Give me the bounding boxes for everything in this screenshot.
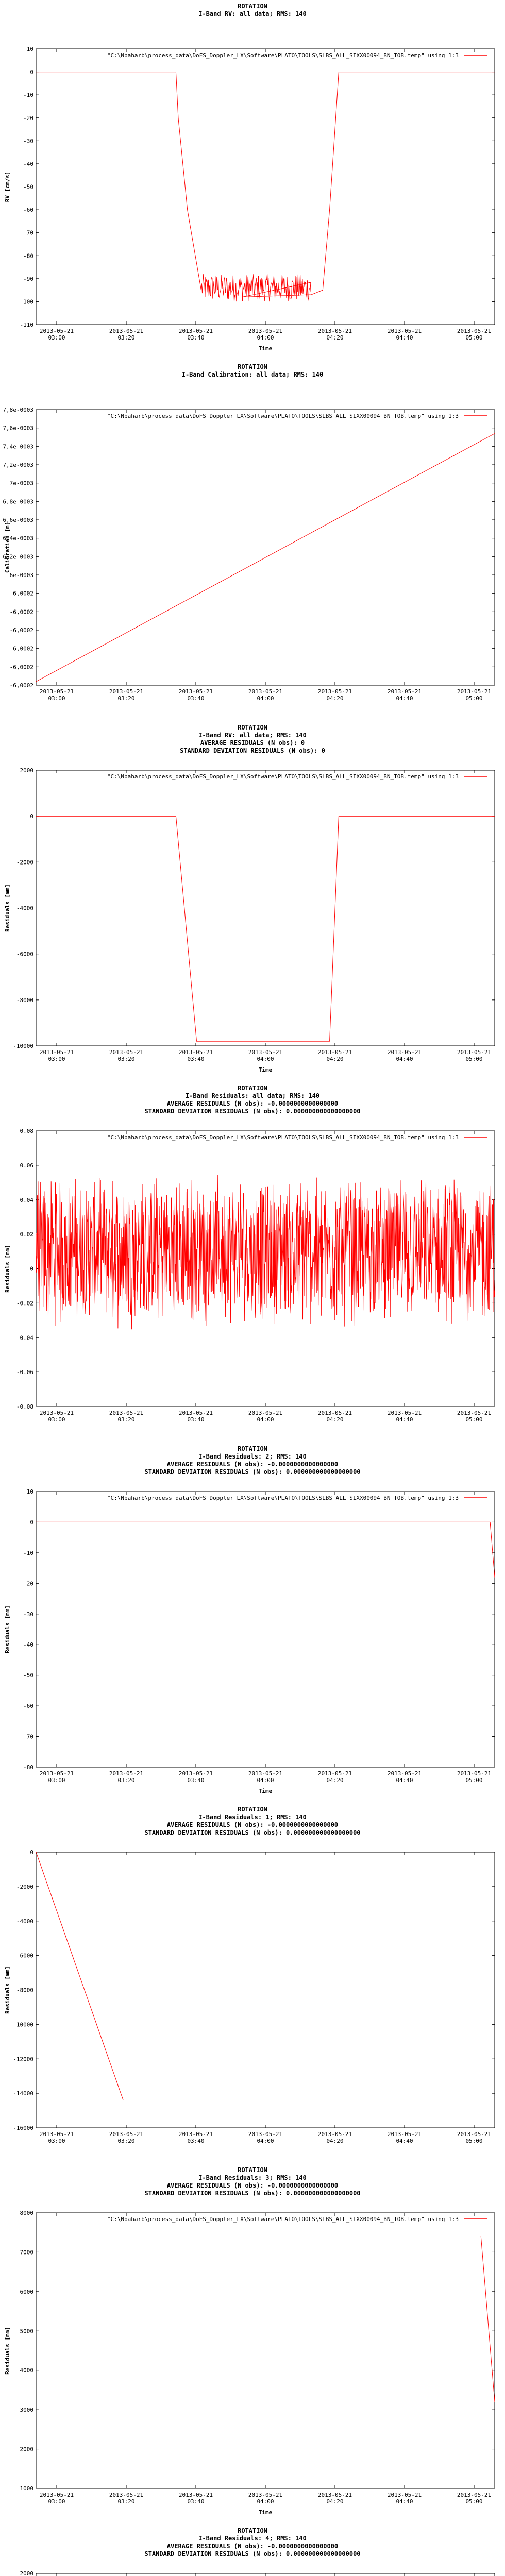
chart-panel-4 (0, 1082, 505, 1443)
x-tick-label: 03:00 (48, 1416, 65, 1423)
y-tick-label: -6000 (16, 1952, 33, 1959)
y-tick-label: -110 (20, 321, 33, 328)
x-axis-label: Time (258, 345, 273, 352)
x-tick-label: 2013-05-21 (109, 1770, 144, 1777)
plot-frame (36, 770, 495, 1046)
x-tick-label: 2013-05-21 (39, 688, 74, 695)
x-tick-label: 04:40 (396, 1416, 413, 1423)
y-tick-label: -80 (23, 252, 33, 260)
x-tick-label: 04:20 (326, 1416, 344, 1423)
y-tick-label: -6,0002 (9, 645, 33, 652)
x-tick-label: 2013-05-21 (39, 328, 74, 334)
chart-svg (0, 2164, 505, 2524)
y-tick-label: -6000 (16, 951, 33, 958)
x-tick-label: 03:00 (48, 695, 65, 702)
chart-panel-2 (0, 361, 505, 721)
x-tick-label: 2013-05-21 (248, 2492, 283, 2498)
x-tick-label: 04:20 (326, 1777, 344, 1784)
x-tick-label: 04:40 (396, 695, 413, 702)
chart-panel-6 (0, 1803, 505, 2164)
y-tick-label: -10 (23, 92, 33, 99)
x-tick-label: 04:20 (326, 2138, 344, 2144)
chart-title-line: STANDARD DEVIATION RESIDUALS (N obs): 0.000000000000000000 (144, 2190, 361, 2197)
y-tick-label: -16000 (13, 2125, 33, 2131)
y-tick-label: -20 (23, 1580, 33, 1587)
chart-title-line: ROTATION (238, 3, 267, 10)
chart-title-line: I-Band RV: all data; RMS: 140 (198, 10, 307, 18)
chart-title-line: ROTATION (238, 2527, 267, 2534)
x-tick-label: 2013-05-21 (457, 328, 492, 334)
y-tick-label: -2000 (16, 1883, 33, 1890)
y-tick-label: -10000 (13, 2021, 33, 2028)
y-tick-label: -8000 (16, 1987, 33, 1994)
y-tick-label: 4000 (20, 2367, 33, 2374)
x-tick-label: 03:40 (187, 2498, 205, 2505)
x-tick-label: 03:00 (48, 2138, 65, 2144)
x-tick-label: 2013-05-21 (457, 2492, 492, 2498)
chart-title-line: AVERAGE RESIDUALS (N obs): -0.0000000000000000 (166, 1100, 339, 1107)
x-tick-label: 04:20 (326, 695, 344, 702)
x-tick-label: 03:40 (187, 1416, 205, 1423)
y-tick-label: 6000 (20, 2288, 33, 2295)
chart-title-line: STANDARD DEVIATION RESIDUALS (N obs): 0 (180, 747, 325, 754)
chart-svg (0, 2524, 505, 2576)
x-tick-label: 04:00 (257, 2498, 274, 2505)
x-tick-label: 2013-05-21 (387, 2492, 422, 2498)
x-tick-label: 05:00 (465, 334, 483, 341)
x-tick-label: 03:20 (117, 2498, 135, 2505)
y-tick-label: -60 (23, 207, 33, 214)
series-line (36, 1175, 495, 1329)
x-tick-label: 2013-05-21 (457, 688, 492, 695)
y-tick-label: -70 (23, 1733, 33, 1740)
x-tick-label: 2013-05-21 (457, 1410, 492, 1416)
y-tick-label: -60 (23, 1703, 33, 1710)
x-tick-label: 03:40 (187, 1777, 205, 1784)
y-tick-label: 7,6e-0003 (3, 425, 33, 432)
chart-title-line: I-Band Residuals: 2; RMS: 140 (198, 1453, 307, 1460)
y-tick-label: 10 (26, 46, 33, 53)
x-tick-label: 04:20 (326, 1056, 344, 1062)
plot-frame (36, 1492, 495, 1767)
x-tick-label: 03:40 (187, 695, 205, 702)
chart-title-line: ROTATION (238, 1445, 267, 1452)
y-axis-label: RV [cm/s] (4, 171, 11, 202)
x-tick-label: 04:00 (257, 1777, 274, 1784)
y-tick-label: 7e-0003 (9, 480, 33, 487)
y-tick-label: -0.02 (16, 1300, 33, 1307)
chart-title-line: I-Band RV: all data; RMS: 140 (198, 732, 307, 739)
y-tick-label: -70 (23, 229, 33, 236)
series-line (481, 2236, 495, 2402)
x-tick-label: 2013-05-21 (457, 1049, 492, 1056)
x-tick-label: 2013-05-21 (457, 1770, 492, 1777)
series-line (36, 816, 495, 1041)
x-tick-label: 05:00 (465, 1777, 483, 1784)
y-tick-label: -0.04 (16, 1334, 33, 1342)
y-tick-label: 10 (26, 1488, 33, 1495)
chart-title-line: I-Band Calibration: all data; RMS: 140 (181, 371, 324, 378)
chart-panel-5 (0, 1443, 505, 1803)
x-tick-label: 2013-05-21 (248, 2131, 283, 2138)
x-tick-label: 2013-05-21 (387, 1049, 422, 1056)
x-tick-label: 04:40 (396, 2138, 413, 2144)
x-tick-label: 2013-05-21 (178, 1049, 213, 1056)
y-tick-label: -40 (23, 160, 33, 167)
legend-label: "C:\Nbaharb\process_data\DoFS_Doppler_LX\Software\PLATO\TOOLS\SLBS_ALL_SIXX00094_BN_TOB.temp" using 1:3 (107, 1134, 459, 1141)
chart-panel-3 (0, 721, 505, 1082)
x-tick-label: 03:40 (187, 1056, 205, 1062)
chart-title-line: I-Band Residuals: 4; RMS: 140 (198, 2535, 307, 2542)
x-tick-label: 2013-05-21 (317, 2492, 352, 2498)
y-tick-label: 2000 (20, 2446, 33, 2453)
x-tick-label: 2013-05-21 (178, 2131, 213, 2138)
x-tick-label: 05:00 (465, 2498, 483, 2505)
x-tick-label: 2013-05-21 (178, 1410, 213, 1416)
plot-frame (36, 410, 495, 685)
y-tick-label: -6,0002 (9, 590, 33, 597)
chart-title-line: STANDARD DEVIATION RESIDUALS (N obs): 0.000000000000000000 (144, 1829, 361, 1836)
y-tick-label: -8000 (16, 996, 33, 1004)
y-tick-label: 2000 (20, 2570, 33, 2576)
x-tick-label: 2013-05-21 (387, 2131, 422, 2138)
x-tick-label: 03:20 (117, 1056, 135, 1062)
chart-title-line: STANDARD DEVIATION RESIDUALS (N obs): 0.000000000000000000 (144, 1108, 361, 1115)
legend-label: "C:\Nbaharb\process_data\DoFS_Doppler_LX\Software\PLATO\TOOLS\SLBS_ALL_SIXX00094_BN_TOB.temp" using 1:3 (107, 413, 459, 419)
x-tick-label: 2013-05-21 (248, 688, 283, 695)
y-tick-label: -10 (23, 1549, 33, 1556)
x-tick-label: 04:40 (396, 2498, 413, 2505)
y-tick-label: 7,4e-0003 (3, 443, 33, 450)
chart-title-line: I-Band Residuals: 3; RMS: 140 (198, 2174, 307, 2181)
x-tick-label: 2013-05-21 (248, 1049, 283, 1056)
x-tick-label: 03:00 (48, 334, 65, 341)
y-tick-label: 0 (30, 1265, 33, 1273)
x-tick-label: 04:40 (396, 1056, 413, 1062)
legend-label: "C:\Nbaharb\process_data\DoFS_Doppler_LX\Software\PLATO\TOOLS\SLBS_ALL_SIXX00094_BN_TOB.temp" using 1:3 (107, 773, 459, 780)
y-tick-label: -30 (23, 1611, 33, 1618)
x-tick-label: 2013-05-21 (317, 1770, 352, 1777)
x-tick-label: 2013-05-21 (39, 2492, 74, 2498)
y-tick-label: 7,2e-0003 (3, 462, 33, 468)
y-tick-label: -10000 (13, 1043, 33, 1049)
x-tick-label: 2013-05-21 (109, 688, 144, 695)
chart-title-line: ROTATION (238, 2166, 267, 2174)
y-tick-label: -6,0002 (9, 664, 33, 671)
series-line (36, 1852, 123, 2100)
chart-title-line: AVERAGE RESIDUALS (N obs): -0.0000000000000000 (166, 1821, 339, 1828)
y-axis-label: Calibration [m] (4, 521, 11, 573)
legend-label: "C:\Nbaharb\process_data\DoFS_Doppler_LX\Software\PLATO\TOOLS\SLBS_ALL_SIXX00094_BN_TOB.temp" using 1:3 (107, 2216, 459, 2223)
x-tick-label: 2013-05-21 (317, 1049, 352, 1056)
y-tick-label: -80 (23, 1764, 33, 1771)
y-tick-label: 2000 (20, 767, 33, 774)
x-tick-label: 03:20 (117, 1777, 135, 1784)
x-tick-label: 2013-05-21 (248, 1410, 283, 1416)
x-tick-label: 03:20 (117, 1416, 135, 1423)
x-tick-label: 2013-05-21 (39, 1410, 74, 1416)
y-tick-label: -6,0002 (9, 627, 33, 634)
y-tick-label: -2000 (16, 859, 33, 866)
x-tick-label: 04:00 (257, 2138, 274, 2144)
y-tick-label: 0 (30, 69, 33, 76)
x-tick-label: 2013-05-21 (248, 328, 283, 334)
x-axis-label: Time (258, 1788, 273, 1794)
y-tick-label: 1000 (20, 2485, 33, 2492)
x-tick-label: 03:00 (48, 1777, 65, 1784)
chart-title-line: ROTATION (238, 1806, 267, 1813)
x-tick-label: 04:20 (326, 2498, 344, 2505)
x-tick-label: 03:40 (187, 2138, 205, 2144)
x-tick-label: 2013-05-21 (457, 2131, 492, 2138)
chart-title-line: AVERAGE RESIDUALS (N obs): -0.0000000000000000 (166, 1461, 339, 1468)
x-tick-label: 2013-05-21 (109, 328, 144, 334)
x-tick-label: 2013-05-21 (178, 328, 213, 334)
y-tick-label: 7000 (20, 2249, 33, 2256)
y-axis-label: Residuals [mm] (4, 884, 11, 932)
y-tick-label: 6,6e-0003 (3, 517, 33, 523)
y-tick-label: 0.08 (20, 1128, 33, 1134)
y-tick-label: -0.06 (16, 1369, 33, 1376)
y-tick-label: -100 (20, 298, 33, 306)
y-tick-label: -6,0002 (9, 682, 33, 689)
y-tick-label: 0 (30, 1519, 33, 1526)
y-tick-label: -40 (23, 1641, 33, 1649)
chart-title-line: ROTATION (238, 363, 267, 370)
x-tick-label: 2013-05-21 (387, 688, 422, 695)
x-tick-label: 04:00 (257, 334, 274, 341)
x-tick-label: 2013-05-21 (178, 688, 213, 695)
plot-frame (36, 1852, 495, 2128)
chart-title-line: AVERAGE RESIDUALS (N obs): 0 (200, 739, 305, 747)
chart-svg (0, 1082, 505, 1443)
x-tick-label: 2013-05-21 (109, 1049, 144, 1056)
chart-svg (0, 361, 505, 721)
x-tick-label: 2013-05-21 (39, 2131, 74, 2138)
y-tick-label: 3000 (20, 2406, 33, 2414)
chart-svg (0, 0, 505, 361)
x-tick-label: 2013-05-21 (109, 2492, 144, 2498)
y-tick-label: -12000 (13, 2056, 33, 2063)
x-tick-label: 2013-05-21 (387, 1770, 422, 1777)
chart-title-line: AVERAGE RESIDUALS (N obs): -0.0000000000000000 (166, 2182, 339, 2189)
y-tick-label: 0.04 (20, 1196, 33, 1204)
x-tick-label: 05:00 (465, 1056, 483, 1062)
y-tick-label: 0 (30, 1849, 33, 1856)
x-tick-label: 2013-05-21 (178, 2492, 213, 2498)
chart-title-line: STANDARD DEVIATION RESIDUALS (N obs): 0.000000000000000000 (144, 1468, 361, 1476)
y-tick-label: 6,2e-0003 (3, 553, 33, 561)
legend-label: "C:\Nbaharb\process_data\DoFS_Doppler_LX\Software\PLATO\TOOLS\SLBS_ALL_SIXX00094_BN_TOB.temp" using 1:3 (107, 1495, 459, 1501)
x-axis-label: Time (258, 1066, 273, 1073)
y-tick-label: 6e-0003 (9, 572, 33, 579)
x-tick-label: 04:20 (326, 334, 344, 341)
chart-svg (0, 1443, 505, 1803)
y-tick-label: -4000 (16, 905, 33, 912)
chart-panel-1 (0, 0, 505, 361)
x-tick-label: 05:00 (465, 1416, 483, 1423)
y-tick-label: 0.02 (20, 1231, 33, 1238)
x-tick-label: 04:00 (257, 695, 274, 702)
x-tick-label: 03:40 (187, 334, 205, 341)
y-tick-label: -90 (23, 275, 33, 282)
x-tick-label: 05:00 (465, 2138, 483, 2144)
x-tick-label: 2013-05-21 (178, 1770, 213, 1777)
x-tick-label: 2013-05-21 (317, 688, 352, 695)
legend-label: "C:\Nbaharb\process_data\DoFS_Doppler_LX\Software\PLATO\TOOLS\SLBS_ALL_SIXX00094_BN_TOB.temp" using 1:3 (107, 52, 459, 59)
y-tick-label: 8000 (20, 2210, 33, 2216)
y-tick-label: 0 (30, 813, 33, 820)
chart-panel-7 (0, 2164, 505, 2524)
x-tick-label: 04:00 (257, 1056, 274, 1062)
y-axis-label: Residuals [mm] (4, 1605, 11, 1653)
y-tick-label: 0.06 (20, 1162, 33, 1169)
x-tick-label: 03:20 (117, 2138, 135, 2144)
x-tick-label: 2013-05-21 (317, 1410, 352, 1416)
x-tick-label: 03:20 (117, 334, 135, 341)
chart-title-line: I-Band Residuals: 1; RMS: 140 (198, 1814, 307, 1821)
x-tick-label: 04:00 (257, 1416, 274, 1423)
x-tick-label: 2013-05-21 (109, 2131, 144, 2138)
y-tick-label: -50 (23, 183, 33, 191)
chart-title-line: ROTATION (238, 1084, 267, 1092)
x-tick-label: 03:20 (117, 695, 135, 702)
y-axis-label: Residuals [mm] (4, 1966, 11, 2014)
x-tick-label: 2013-05-21 (387, 328, 422, 334)
series-line (36, 72, 495, 301)
x-tick-label: 2013-05-21 (39, 1049, 74, 1056)
chart-title-line: STANDARD DEVIATION RESIDUALS (N obs): 0.000000000000000000 (144, 2550, 361, 2557)
chart-svg (0, 1803, 505, 2164)
x-tick-label: 2013-05-21 (387, 1410, 422, 1416)
x-tick-label: 05:00 (465, 695, 483, 702)
y-tick-label: 5000 (20, 2328, 33, 2335)
y-tick-label: 7,8e-0003 (3, 406, 33, 413)
y-axis-label: Residuals [mm] (4, 2327, 11, 2375)
y-tick-label: 6,4e-0003 (3, 535, 33, 542)
x-tick-label: 04:40 (396, 334, 413, 341)
x-tick-label: 2013-05-21 (109, 1410, 144, 1416)
chart-svg (0, 721, 505, 1082)
x-axis-label: Time (258, 2509, 273, 2516)
y-tick-label: -20 (23, 114, 33, 122)
chart-panel-8 (0, 2524, 505, 2576)
y-axis-label: Residuals [mm] (4, 1245, 11, 1293)
series-line (36, 433, 495, 682)
y-tick-label: -6,0002 (9, 608, 33, 616)
x-tick-label: 2013-05-21 (317, 2131, 352, 2138)
y-tick-label: -30 (23, 138, 33, 145)
plot-frame (36, 2213, 495, 2488)
y-tick-label: -14000 (13, 2090, 33, 2097)
x-tick-label: 2013-05-21 (317, 328, 352, 334)
x-tick-label: 03:00 (48, 1056, 65, 1062)
y-tick-label: 6,8e-0003 (3, 498, 33, 505)
chart-title-line: AVERAGE RESIDUALS (N obs): -0.0000000000000000 (166, 2543, 339, 2550)
x-tick-label: 2013-05-21 (248, 1770, 283, 1777)
series-line (36, 1522, 495, 1577)
chart-title-line: ROTATION (238, 724, 267, 731)
y-tick-label: -50 (23, 1672, 33, 1679)
y-tick-label: -4000 (16, 1918, 33, 1925)
x-tick-label: 2013-05-21 (39, 1770, 74, 1777)
x-tick-label: 04:40 (396, 1777, 413, 1784)
chart-title-line: I-Band Residuals: all data; RMS: 140 (185, 1092, 320, 1099)
x-tick-label: 03:00 (48, 2498, 65, 2505)
y-tick-label: -0.08 (16, 1403, 33, 1410)
